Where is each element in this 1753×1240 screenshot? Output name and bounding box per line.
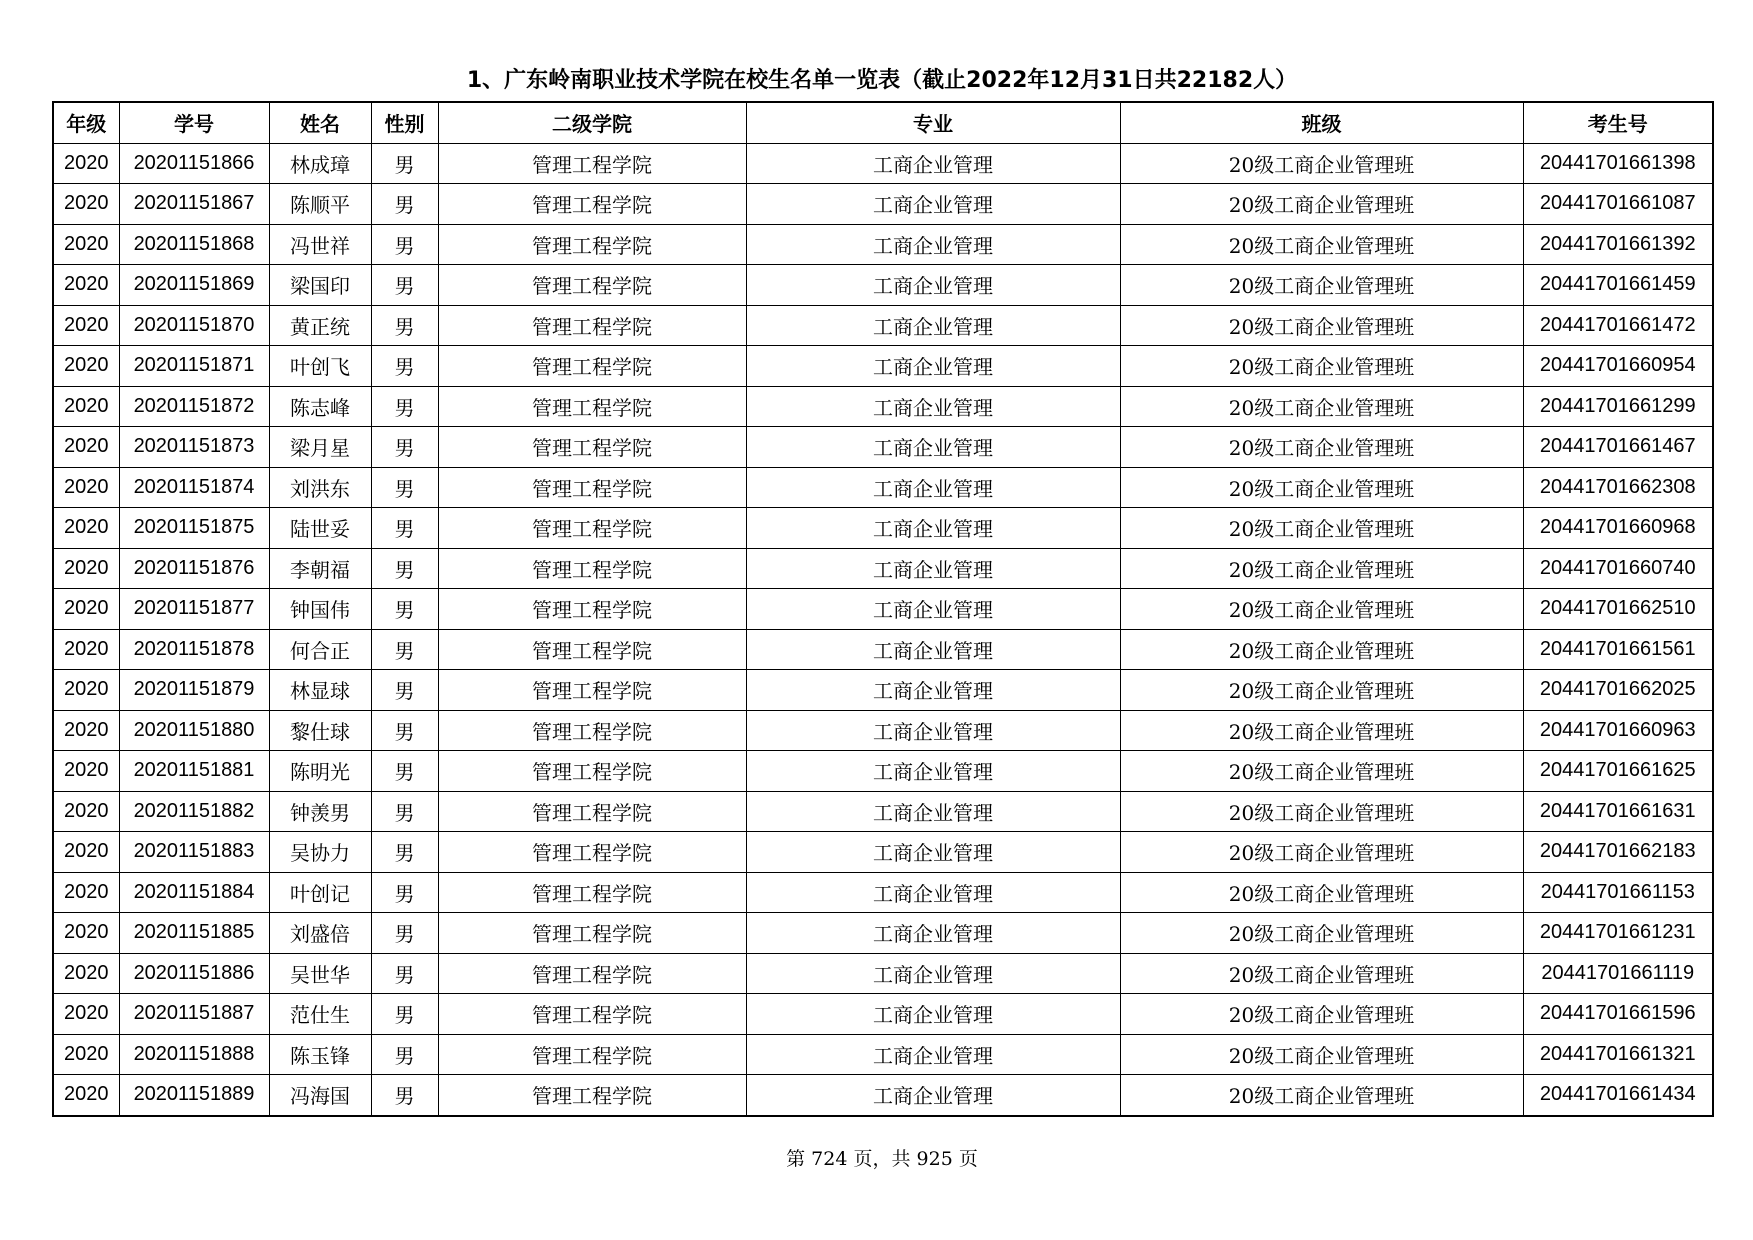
name-cell: 林显球 <box>269 670 371 711</box>
major-cell: 工商企业管理 <box>746 346 1120 387</box>
class-cell: 20级工商企业管理班 <box>1120 1034 1523 1075</box>
student-id-cell: 20201151869 <box>119 265 269 306</box>
class-cell: 20级工商企业管理班 <box>1120 467 1523 508</box>
major-cell: 工商企业管理 <box>746 184 1120 225</box>
grade-cell: 2020 <box>53 872 119 913</box>
class-cell: 20级工商企业管理班 <box>1120 872 1523 913</box>
grade-cell: 2020 <box>53 751 119 792</box>
student-id-cell: 20201151883 <box>119 832 269 873</box>
student-id-cell: 20201151889 <box>119 1075 269 1116</box>
gender-cell: 男 <box>371 751 438 792</box>
class-cell: 20级工商企业管理班 <box>1120 832 1523 873</box>
college-cell: 管理工程学院 <box>438 305 746 346</box>
name-cell: 李朝福 <box>269 548 371 589</box>
college-cell: 管理工程学院 <box>438 832 746 873</box>
exam-number-cell: 20441701662510 <box>1523 589 1713 630</box>
grade-cell: 2020 <box>53 224 119 265</box>
class-cell: 20级工商企业管理班 <box>1120 386 1523 427</box>
grade-cell: 2020 <box>53 1034 119 1075</box>
student-id-cell: 20201151875 <box>119 508 269 549</box>
student-id-cell: 20201151878 <box>119 629 269 670</box>
gender-cell: 男 <box>371 913 438 954</box>
table-row <box>53 589 1713 630</box>
exam-number-cell: 20441701661231 <box>1523 913 1713 954</box>
student-id-cell: 20201151879 <box>119 670 269 711</box>
class-cell: 20级工商企业管理班 <box>1120 670 1523 711</box>
table-row <box>53 872 1713 913</box>
grade-cell: 2020 <box>53 953 119 994</box>
college-cell: 管理工程学院 <box>438 791 746 832</box>
grade-cell: 2020 <box>53 427 119 468</box>
exam-number-cell: 20441701661087 <box>1523 184 1713 225</box>
table-row <box>53 386 1713 427</box>
gender-cell: 男 <box>371 467 438 508</box>
student-id-cell: 20201151882 <box>119 791 269 832</box>
name-cell: 吴世华 <box>269 953 371 994</box>
exam-number-cell: 20441701661472 <box>1523 305 1713 346</box>
major-cell: 工商企业管理 <box>746 629 1120 670</box>
name-cell: 钟国伟 <box>269 589 371 630</box>
exam-number-cell: 20441701661153 <box>1523 872 1713 913</box>
gender-cell: 男 <box>371 508 438 549</box>
grade-cell: 2020 <box>53 1075 119 1116</box>
class-cell: 20级工商企业管理班 <box>1120 548 1523 589</box>
name-cell: 刘盛倍 <box>269 913 371 954</box>
grade-cell: 2020 <box>53 832 119 873</box>
grade-cell: 2020 <box>53 710 119 751</box>
gender-cell: 男 <box>371 710 438 751</box>
college-cell: 管理工程学院 <box>438 548 746 589</box>
gender-cell: 男 <box>371 791 438 832</box>
grade-cell: 2020 <box>53 305 119 346</box>
student-id-cell: 20201151884 <box>119 872 269 913</box>
college-cell: 管理工程学院 <box>438 710 746 751</box>
table-row <box>53 953 1713 994</box>
student-id-cell: 20201151866 <box>119 143 269 184</box>
table-row <box>53 629 1713 670</box>
table-row <box>53 184 1713 225</box>
class-cell: 20级工商企业管理班 <box>1120 589 1523 630</box>
table-row <box>53 467 1713 508</box>
table-row <box>53 710 1713 751</box>
name-cell: 叶创记 <box>269 872 371 913</box>
name-cell: 陈志峰 <box>269 386 371 427</box>
college-cell: 管理工程学院 <box>438 872 746 913</box>
name-cell: 林成璋 <box>269 143 371 184</box>
exam-number-cell: 20441701660740 <box>1523 548 1713 589</box>
major-cell: 工商企业管理 <box>746 670 1120 711</box>
class-cell: 20级工商企业管理班 <box>1120 913 1523 954</box>
student-id-cell: 20201151888 <box>119 1034 269 1075</box>
gender-cell: 男 <box>371 953 438 994</box>
class-cell: 20级工商企业管理班 <box>1120 953 1523 994</box>
exam-number-cell: 20441701661459 <box>1523 265 1713 306</box>
class-cell: 20级工商企业管理班 <box>1120 791 1523 832</box>
table-row <box>53 791 1713 832</box>
name-cell: 冯世祥 <box>269 224 371 265</box>
major-cell: 工商企业管理 <box>746 508 1120 549</box>
header-class: 班级 <box>1120 102 1523 143</box>
grade-cell: 2020 <box>53 994 119 1035</box>
gender-cell: 男 <box>371 184 438 225</box>
header-exam-number: 考生号 <box>1523 102 1713 143</box>
gender-cell: 男 <box>371 143 438 184</box>
student-id-cell: 20201151876 <box>119 548 269 589</box>
grade-cell: 2020 <box>53 143 119 184</box>
college-cell: 管理工程学院 <box>438 913 746 954</box>
student-id-cell: 20201151873 <box>119 427 269 468</box>
exam-number-cell: 20441701661625 <box>1523 751 1713 792</box>
grade-cell: 2020 <box>53 386 119 427</box>
major-cell: 工商企业管理 <box>746 953 1120 994</box>
gender-cell: 男 <box>371 589 438 630</box>
student-id-cell: 20201151870 <box>119 305 269 346</box>
major-cell: 工商企业管理 <box>746 1034 1120 1075</box>
gender-cell: 男 <box>371 386 438 427</box>
class-cell: 20级工商企业管理班 <box>1120 751 1523 792</box>
major-cell: 工商企业管理 <box>746 589 1120 630</box>
table-row <box>53 346 1713 387</box>
gender-cell: 男 <box>371 670 438 711</box>
table-row <box>53 548 1713 589</box>
major-cell: 工商企业管理 <box>746 791 1120 832</box>
student-id-cell: 20201151880 <box>119 710 269 751</box>
college-cell: 管理工程学院 <box>438 629 746 670</box>
college-cell: 管理工程学院 <box>438 953 746 994</box>
college-cell: 管理工程学院 <box>438 467 746 508</box>
table-row <box>53 143 1713 184</box>
table-header-row <box>53 102 1713 143</box>
exam-number-cell: 20441701661321 <box>1523 1034 1713 1075</box>
grade-cell: 2020 <box>53 913 119 954</box>
name-cell: 范仕生 <box>269 994 371 1035</box>
class-cell: 20级工商企业管理班 <box>1120 427 1523 468</box>
grade-cell: 2020 <box>53 467 119 508</box>
major-cell: 工商企业管理 <box>746 872 1120 913</box>
gender-cell: 男 <box>371 265 438 306</box>
class-cell: 20级工商企业管理班 <box>1120 994 1523 1035</box>
exam-number-cell: 20441701661119 <box>1523 953 1713 994</box>
name-cell: 刘洪东 <box>269 467 371 508</box>
class-cell: 20级工商企业管理班 <box>1120 629 1523 670</box>
exam-number-cell: 20441701660963 <box>1523 710 1713 751</box>
name-cell: 黄正统 <box>269 305 371 346</box>
major-cell: 工商企业管理 <box>746 224 1120 265</box>
table-row <box>53 832 1713 873</box>
college-cell: 管理工程学院 <box>438 670 746 711</box>
grade-cell: 2020 <box>53 629 119 670</box>
college-cell: 管理工程学院 <box>438 994 746 1035</box>
table-row <box>53 508 1713 549</box>
student-id-cell: 20201151887 <box>119 994 269 1035</box>
college-cell: 管理工程学院 <box>438 346 746 387</box>
table-row <box>53 670 1713 711</box>
college-cell: 管理工程学院 <box>438 751 746 792</box>
name-cell: 陈玉锋 <box>269 1034 371 1075</box>
student-id-cell: 20201151886 <box>119 953 269 994</box>
grade-cell: 2020 <box>53 346 119 387</box>
table-row <box>53 994 1713 1035</box>
college-cell: 管理工程学院 <box>438 386 746 427</box>
gender-cell: 男 <box>371 548 438 589</box>
grade-cell: 2020 <box>53 589 119 630</box>
exam-number-cell: 20441701662025 <box>1523 670 1713 711</box>
gender-cell: 男 <box>371 629 438 670</box>
student-id-cell: 20201151881 <box>119 751 269 792</box>
table-row <box>53 305 1713 346</box>
major-cell: 工商企业管理 <box>746 913 1120 954</box>
exam-number-cell: 20441701661561 <box>1523 629 1713 670</box>
college-cell: 管理工程学院 <box>438 184 746 225</box>
gender-cell: 男 <box>371 872 438 913</box>
table-row <box>53 913 1713 954</box>
table-row <box>53 265 1713 306</box>
table-row <box>53 751 1713 792</box>
major-cell: 工商企业管理 <box>746 548 1120 589</box>
exam-number-cell: 20441701661434 <box>1523 1075 1713 1116</box>
gender-cell: 男 <box>371 427 438 468</box>
grade-cell: 2020 <box>53 670 119 711</box>
exam-number-cell: 20441701661398 <box>1523 143 1713 184</box>
major-cell: 工商企业管理 <box>746 305 1120 346</box>
grade-cell: 2020 <box>53 184 119 225</box>
grade-cell: 2020 <box>53 548 119 589</box>
name-cell: 黎仕球 <box>269 710 371 751</box>
major-cell: 工商企业管理 <box>746 427 1120 468</box>
major-cell: 工商企业管理 <box>746 265 1120 306</box>
name-cell: 陈明光 <box>269 751 371 792</box>
header-major: 专业 <box>746 102 1120 143</box>
college-cell: 管理工程学院 <box>438 508 746 549</box>
college-cell: 管理工程学院 <box>438 1075 746 1116</box>
student-id-cell: 20201151877 <box>119 589 269 630</box>
exam-number-cell: 20441701661467 <box>1523 427 1713 468</box>
header-gender: 性别 <box>371 102 438 143</box>
name-cell: 叶创飞 <box>269 346 371 387</box>
page-footer: 第 724 页，共 925 页 <box>786 1148 978 1170</box>
grade-cell: 2020 <box>53 791 119 832</box>
major-cell: 工商企业管理 <box>746 467 1120 508</box>
student-id-cell: 20201151872 <box>119 386 269 427</box>
name-cell: 钟羡男 <box>269 791 371 832</box>
exam-number-cell: 20441701662183 <box>1523 832 1713 873</box>
name-cell: 梁月星 <box>269 427 371 468</box>
header-grade: 年级 <box>53 102 119 143</box>
class-cell: 20级工商企业管理班 <box>1120 710 1523 751</box>
gender-cell: 男 <box>371 994 438 1035</box>
class-cell: 20级工商企业管理班 <box>1120 1075 1523 1116</box>
exam-number-cell: 20441701660968 <box>1523 508 1713 549</box>
exam-number-cell: 20441701661392 <box>1523 224 1713 265</box>
page-title: 1、广东岭南职业技术学院在校生名单一览表（截止2022年12月31日共22182人） <box>466 68 1298 93</box>
table-row <box>53 427 1713 468</box>
class-cell: 20级工商企业管理班 <box>1120 184 1523 225</box>
name-cell: 陆世妥 <box>269 508 371 549</box>
header-student-id: 学号 <box>119 102 269 143</box>
student-id-cell: 20201151885 <box>119 913 269 954</box>
table-row <box>53 1075 1713 1116</box>
college-cell: 管理工程学院 <box>438 224 746 265</box>
name-cell: 何合正 <box>269 629 371 670</box>
table-row <box>53 224 1713 265</box>
gender-cell: 男 <box>371 1034 438 1075</box>
major-cell: 工商企业管理 <box>746 1075 1120 1116</box>
student-roster-table <box>52 101 1714 1117</box>
name-cell: 陈顺平 <box>269 184 371 225</box>
student-id-cell: 20201151868 <box>119 224 269 265</box>
gender-cell: 男 <box>371 224 438 265</box>
student-id-cell: 20201151871 <box>119 346 269 387</box>
class-cell: 20级工商企业管理班 <box>1120 224 1523 265</box>
exam-number-cell: 20441701660954 <box>1523 346 1713 387</box>
major-cell: 工商企业管理 <box>746 751 1120 792</box>
class-cell: 20级工商企业管理班 <box>1120 346 1523 387</box>
major-cell: 工商企业管理 <box>746 832 1120 873</box>
student-id-cell: 20201151867 <box>119 184 269 225</box>
college-cell: 管理工程学院 <box>438 265 746 306</box>
exam-number-cell: 20441701661596 <box>1523 994 1713 1035</box>
table-body <box>53 143 1713 1116</box>
college-cell: 管理工程学院 <box>438 143 746 184</box>
college-cell: 管理工程学院 <box>438 1034 746 1075</box>
name-cell: 梁国印 <box>269 265 371 306</box>
class-cell: 20级工商企业管理班 <box>1120 265 1523 306</box>
class-cell: 20级工商企业管理班 <box>1120 305 1523 346</box>
major-cell: 工商企业管理 <box>746 143 1120 184</box>
college-cell: 管理工程学院 <box>438 427 746 468</box>
header-college: 二级学院 <box>438 102 746 143</box>
exam-number-cell: 20441701662308 <box>1523 467 1713 508</box>
exam-number-cell: 20441701661299 <box>1523 386 1713 427</box>
major-cell: 工商企业管理 <box>746 710 1120 751</box>
gender-cell: 男 <box>371 346 438 387</box>
header-name: 姓名 <box>269 102 371 143</box>
major-cell: 工商企业管理 <box>746 386 1120 427</box>
grade-cell: 2020 <box>53 508 119 549</box>
college-cell: 管理工程学院 <box>438 589 746 630</box>
gender-cell: 男 <box>371 305 438 346</box>
gender-cell: 男 <box>371 1075 438 1116</box>
name-cell: 吴协力 <box>269 832 371 873</box>
gender-cell: 男 <box>371 832 438 873</box>
name-cell: 冯海国 <box>269 1075 371 1116</box>
student-id-cell: 20201151874 <box>119 467 269 508</box>
exam-number-cell: 20441701661631 <box>1523 791 1713 832</box>
major-cell: 工商企业管理 <box>746 994 1120 1035</box>
class-cell: 20级工商企业管理班 <box>1120 143 1523 184</box>
grade-cell: 2020 <box>53 265 119 306</box>
class-cell: 20级工商企业管理班 <box>1120 508 1523 549</box>
table-row <box>53 1034 1713 1075</box>
